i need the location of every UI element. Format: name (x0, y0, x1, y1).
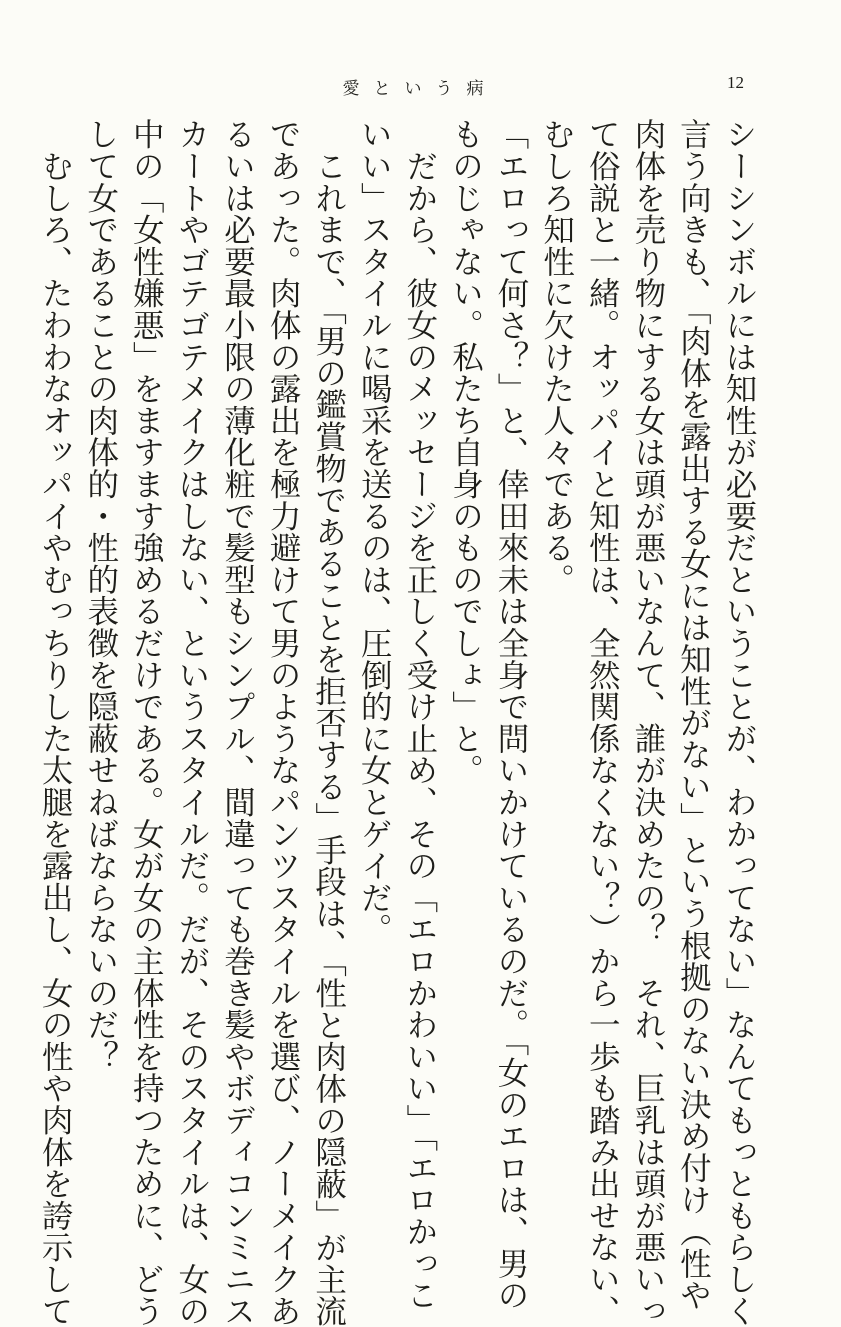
text-column: いい」スタイルに喝采を送るのは、圧倒的に女とゲイだ。 (356, 118, 393, 945)
text-column: であった。肉体の露出を極力避けて男のようなパンツスタイルを選び、ノーメイクあ (265, 118, 302, 1327)
text-column: 肉体を売り物にする女は頭が悪いなんて、誰が決めたの？ それ、巨乳は頭が悪いっ (629, 118, 666, 1327)
text-column: して女であることの肉体的・性的表徴を隠蔽せねばならないのだ？ (82, 118, 119, 1072)
page-number: 12 (727, 73, 744, 92)
text-column: ものじゃない。私たち自身のものでしょ」と。 (447, 118, 484, 786)
running-header-title: 愛という病 (342, 79, 498, 99)
text-column: シーシンボルには知性が必要だということが、わかってない」なんてもっともらしく (721, 118, 757, 1327)
text-column: だから、彼女のメッセージを正しく受け止め、その「エロかわいい」「エロかっこ (401, 118, 438, 1311)
text-column: 中の「女性嫌悪」をますます強めるだけである。女が女の主体性を持つために、どう (128, 118, 165, 1327)
text-column: て俗説と一緒。オッパイと知性は、全然関係なくない？）から一歩も踏み出せない、 (584, 118, 621, 1327)
text-column: むしろ知性に欠けた人々である。 (538, 118, 575, 595)
text-column: むしろ、たわわなオッパイやむっちりした太腿を露出し、女の性や肉体を誇示して (37, 118, 74, 1327)
text-column: 「エロって何さ？」と、倖田來未は全身で問いかけているのだ。「女のエロは、男の (493, 118, 530, 1311)
body-text (32, 118, 762, 1327)
text-column: カートやゴテゴテメイクはしない、というスタイルだ。だが、そのスタイルは、女の (173, 118, 210, 1327)
text-column: るいは必要最小限の薄化粧で髪型もシンプル、間違っても巻き髪やボディコンミニス (219, 118, 256, 1327)
text-column: 言う向きも、「肉体を露出する女には知性がない」という根拠のない決め付け（性や (675, 118, 712, 1311)
text-column: これまで、「男の鑑賞物であることを拒否する」手段は、「性と肉体の隠蔽」が主流 (310, 118, 347, 1327)
